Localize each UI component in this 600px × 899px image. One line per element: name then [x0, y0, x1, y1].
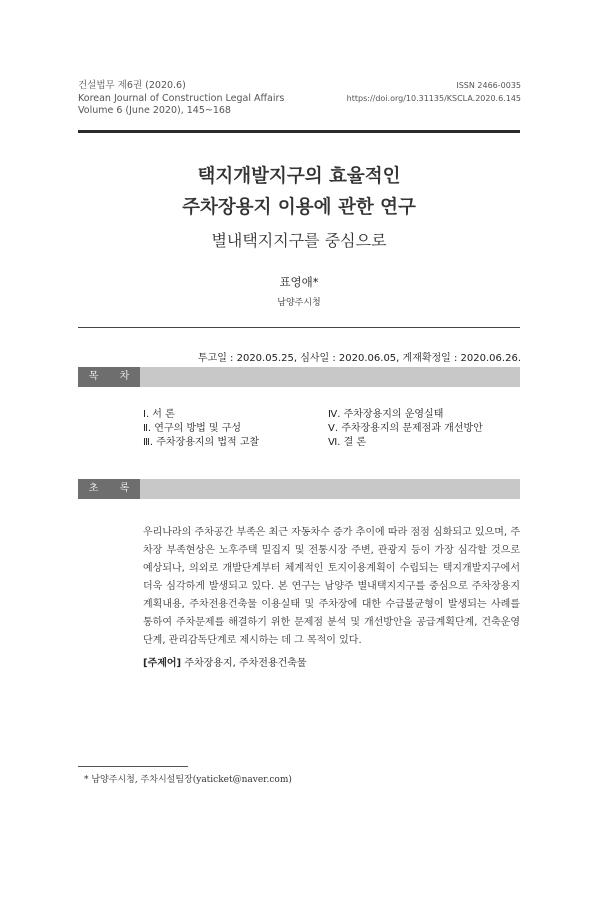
abstract-text: 우리나라의 주차공간 부족은 최근 자동차수 증가 추이에 따라 점점 심화되고 있으며, 주차장 부족현상은 노후주택 밀집지 및 전통시장 주변, 관광지 등이 가장 심각할 것으로 예상되나, 의외로 개발단계부터 체계적인 토지이용계획이 수립되는 택지개발지구에서 더욱 심각하게 발생되고 있다. 본 연구는 남양주 별내택지지구를 중심으로 주차장용지 계획내용, 주차전용건축물 이용실태 및 주차장에 대한 수급불균형이 발생되는 사례를 통하여 주차문제를 해결하기 위한 문제점 분석 및 개선방안을 공급계획단계, 건축운영단계, 관리감독단계로 제시하는 데 그 목적이 있다. — [143, 527, 520, 646]
journal-volume-en: Volume 6 (June 2020), 145~168 — [78, 105, 231, 116]
abstract-header-bar — [78, 479, 520, 499]
toc-item: Ⅳ. 주차장용지의 운영실태 — [328, 409, 444, 420]
toc-item: Ⅵ. 결 론 — [328, 437, 367, 448]
journal-identifiers — [347, 80, 521, 105]
author-footnote: * 남양주시청, 주차시설팀장(yaticket@naver.com) — [84, 775, 292, 785]
author-divider — [78, 327, 520, 328]
footnote-divider — [78, 766, 188, 767]
toc-right-column — [328, 408, 483, 450]
journal-info — [78, 80, 284, 118]
journal-volume-kr: 건설법무 제6권 (2020.6) — [78, 80, 186, 91]
keywords-text: 주차장용지, 주차전용건축물 — [184, 658, 307, 669]
journal-name-en: Korean Journal of Construction Legal Affairs — [78, 92, 285, 104]
author-name: 표영애* — [279, 275, 319, 289]
keywords — [143, 654, 307, 669]
author-affiliation: 남양주시청 — [277, 298, 321, 308]
toc-item: Ⅱ. 연구의 방법 및 구성 — [143, 423, 242, 434]
title-line-1: 택지개발지구의 효율적인 — [197, 166, 401, 187]
toc-item: Ⅴ. 주차장용지의 문제점과 개선방안 — [328, 423, 483, 434]
abstract-label: 초 록 — [78, 479, 140, 499]
header-divider — [78, 130, 520, 133]
keywords-label: [주제어] — [143, 658, 182, 669]
subtitle: 별내택지지구를 중심으로 — [211, 231, 387, 250]
toc-header-bar — [78, 367, 520, 387]
toc-item: Ⅰ. 서 론 — [143, 409, 175, 420]
toc-left-column — [143, 408, 259, 450]
doi-link[interactable]: https://doi.org/10.31135/KSCLA.2020.6.145 — [346, 93, 521, 103]
toc-label: 목 차 — [78, 367, 140, 387]
submission-dates: 투고일 : 2020.05.25, 심사일 : 2020.06.05, 게재확정일 : 2020.06.26. — [197, 353, 521, 364]
issn: ISSN 2466-0035 — [456, 81, 521, 90]
toc-item: Ⅲ. 주차장용지의 법적 고찰 — [143, 437, 260, 448]
title-line-2: 주차장용지 이용에 관한 연구 — [182, 197, 416, 218]
